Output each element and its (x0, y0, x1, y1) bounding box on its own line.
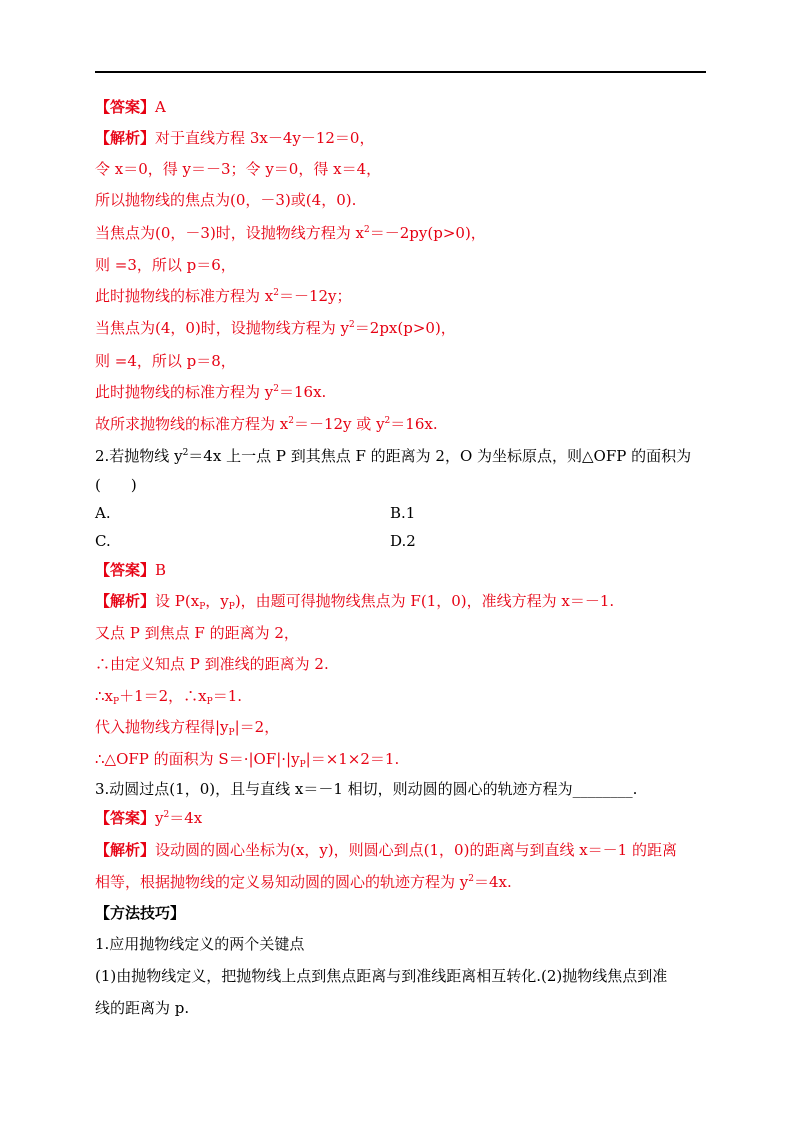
text: 又点 P 到焦点 F 的距离为 2， (95, 624, 299, 642)
text: |＝2， (234, 718, 280, 736)
q3-analysis-2 (95, 872, 512, 892)
q3-answer-line (95, 808, 202, 828)
superscript: 2 (349, 320, 355, 330)
answer-label: 【答案】 (95, 98, 156, 116)
subscript: P (206, 697, 213, 707)
text: ＝－12y； (278, 287, 352, 305)
text: 设 P(x (155, 592, 200, 610)
superscript: 2 (182, 448, 189, 458)
q1-case1-eq (95, 286, 352, 306)
text: ＝1. (212, 687, 242, 705)
text: 所以抛物线的焦点为(0，－3)或(4，0). (95, 191, 357, 209)
text: ＝2px(p>0)， (354, 319, 456, 337)
text: ＝16x. (390, 415, 438, 433)
text: 则 =4，所以 p＝8， (95, 352, 236, 370)
q2-analysis-5 (95, 717, 279, 737)
q1-answer-line (95, 97, 166, 117)
text: ∴由定义知点 P 到准线的距离为 2. (95, 655, 329, 673)
q2-option-d: D.2 (390, 532, 416, 550)
subscript: P (199, 602, 206, 612)
superscript: 2 (273, 288, 279, 298)
text: )，由题可得抛物线焦点为 F(1，0)，准线方程为 x＝－1. (234, 592, 615, 610)
text: ＝4x (169, 809, 203, 827)
superscript: 2 (163, 810, 170, 820)
text: (1)由抛物线定义，把抛物线上点到焦点距离与到准线距离相互转化.(2)抛物线焦点到准 (95, 967, 668, 985)
q1-foci (95, 190, 356, 210)
methods-title (95, 903, 185, 923)
text: 此时抛物线的标准方程为 y (95, 383, 274, 401)
superscript: 2 (273, 384, 279, 394)
q1-final (95, 414, 438, 434)
text: ∴△OFP 的面积为 S＝·|OF|·|y (95, 750, 300, 768)
methods-item1 (95, 934, 304, 954)
q2-paren (95, 475, 137, 495)
text: ＝－12y 或 y (293, 415, 385, 433)
text: ＝16x. (278, 383, 327, 401)
text: 则 =3，所以 p＝6， (95, 256, 236, 274)
q2-analysis-2 (95, 623, 299, 643)
q1-case2-eq (95, 382, 326, 402)
superscript: 2 (468, 874, 474, 884)
q3-analysis-1 (95, 840, 677, 860)
subscript: P (228, 602, 235, 612)
answer-label: 【答案】 (95, 561, 156, 579)
text: ( ) (95, 476, 137, 494)
q2-option-a: A. (95, 504, 111, 522)
q1-analysis-line (95, 128, 374, 148)
text: 当焦点为(4，0)时，设抛物线方程为 y (95, 319, 350, 337)
text: 设动圆的圆心坐标为(x，y)，则圆心到点(1，0)的距离与到直线 x＝－1 的距离 (155, 841, 677, 859)
analysis-text: 对于直线方程 (155, 129, 246, 147)
superscript: 2 (384, 416, 391, 426)
text: |＝×1×2＝1. (305, 750, 400, 768)
subscript: P (113, 697, 120, 707)
q2-option-b: B.1 (390, 504, 416, 522)
text: ＝4x 上一点 P 到其焦点 F 的距离为 2，O 为坐标原点，则△OFP 的面积为 (188, 447, 692, 465)
q2-analysis-4 (95, 686, 242, 706)
q1-case2-p (95, 351, 236, 371)
text: 此时抛物线的标准方程为 x (95, 287, 274, 305)
text: 代入抛物线方程得|y (95, 718, 229, 736)
q2-analysis-3 (95, 654, 329, 674)
analysis-label: 【解析】 (95, 129, 156, 147)
text: ＝－2py(p>0)， (369, 224, 486, 242)
q2-option-c: C. (95, 532, 111, 550)
methods-item1-text-a (95, 966, 667, 986)
q1-case1 (95, 223, 486, 243)
text: ＋1＝2，∴x (119, 687, 207, 705)
text: 线的距离为 p. (95, 999, 190, 1017)
text: ＝4x. (473, 873, 512, 891)
line-equation: 3x－4y－12＝0， (249, 129, 375, 147)
text: ∴x (95, 687, 114, 705)
q1-answer: A (155, 98, 166, 116)
text: y (155, 809, 164, 827)
header-rule (95, 71, 706, 73)
q2-analysis-1 (95, 591, 614, 611)
text: 相等，根据抛物线的定义易知动圆的圆心的轨迹方程为 y (95, 873, 469, 891)
q1-case1-p (95, 255, 236, 275)
answer-label: 【答案】 (95, 809, 156, 827)
text: 当焦点为(0，－3)时，设抛物线方程为 x (95, 224, 365, 242)
text: 3.动圆过点(1，0)，且与直线 x＝－1 相切，则动圆的圆心的轨迹方程为________. (95, 780, 638, 798)
q1-set-x0 (95, 159, 381, 179)
analysis-label: 【解析】 (95, 592, 156, 610)
q2-stem (95, 446, 691, 466)
text: 【方法技巧】 (95, 904, 186, 922)
q3-stem (95, 779, 637, 799)
q2-answer-line (95, 560, 166, 580)
subscript: P (228, 728, 235, 738)
text: 故所求抛物线的标准方程为 x (95, 415, 289, 433)
superscript: 2 (364, 225, 370, 235)
text: 令 x＝0，得 y＝－3；令 y＝0，得 x＝4， (95, 160, 382, 178)
text: 1.应用抛物线定义的两个关键点 (95, 935, 305, 953)
subscript: P (299, 760, 306, 770)
text: ，y (205, 592, 229, 610)
q2-analysis-6 (95, 749, 399, 769)
text: 2.若抛物线 y (95, 447, 183, 465)
q1-case2 (95, 318, 456, 338)
superscript: 2 (288, 416, 294, 426)
q2-answer: B (155, 561, 167, 579)
analysis-label: 【解析】 (95, 841, 156, 859)
methods-item1-text-b (95, 998, 189, 1018)
